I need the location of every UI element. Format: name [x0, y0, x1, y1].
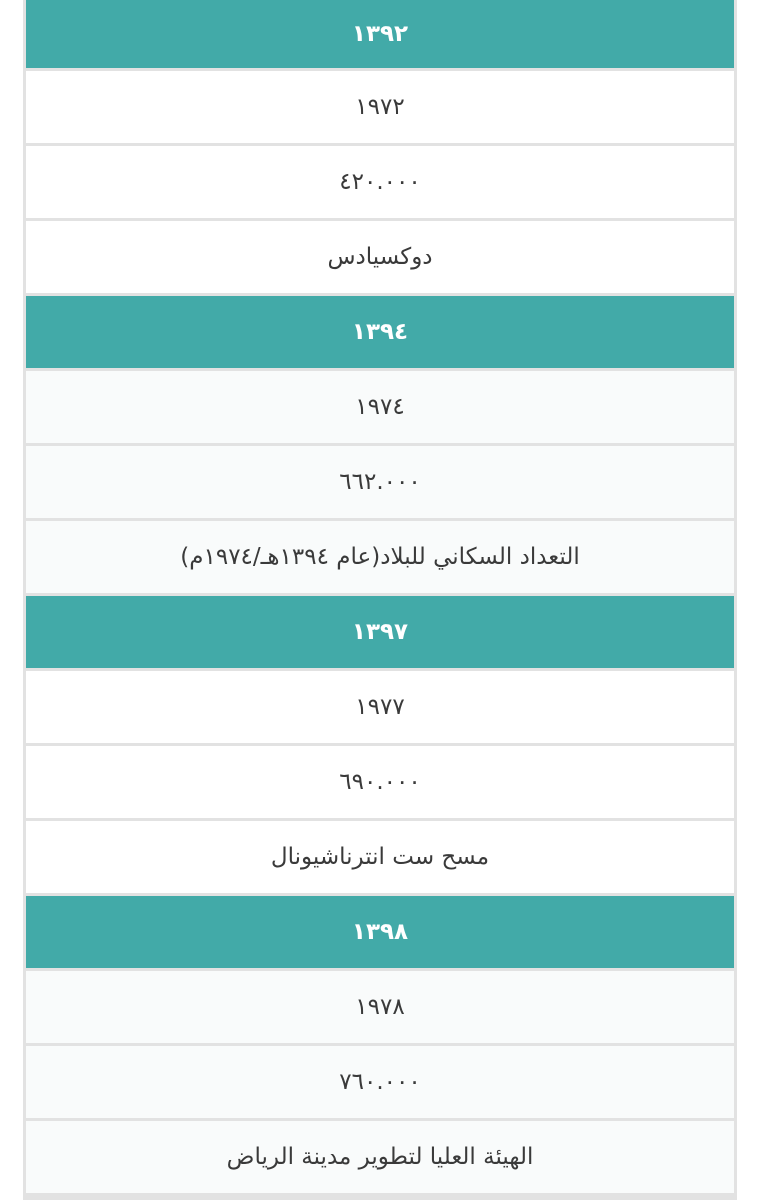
source-cell: دوكسيادس — [26, 221, 734, 293]
year-hijri-header: ١٣٩٤ — [26, 296, 734, 368]
year-gregorian-cell: ١٩٧٧ — [26, 671, 734, 743]
population-cell: ٦٦٢.٠٠٠ — [26, 446, 734, 518]
source-cell: الهيئة العليا لتطوير مدينة الرياض — [26, 1121, 734, 1193]
year-gregorian-cell: ١٩٧٤ — [26, 371, 734, 443]
source-cell: التعداد السكاني للبلاد(عام ١٣٩٤هـ/١٩٧٤م) — [26, 521, 734, 593]
population-table — [26, 0, 734, 1193]
population-cell: ٦٩٠.٠٠٠ — [26, 746, 734, 818]
year-gregorian-cell: ١٩٧٢ — [26, 71, 734, 143]
year-gregorian-cell: ١٩٧٨ — [26, 971, 734, 1043]
year-hijri-header: ١٣٩٢ — [26, 0, 734, 68]
year-hijri-header: ١٣٩٨ — [26, 896, 734, 968]
year-hijri-header: ١٣٩٧ — [26, 596, 734, 668]
source-cell: مسح ست انترناشيونال — [26, 821, 734, 893]
population-cell: ٧٦٠.٠٠٠ — [26, 1046, 734, 1118]
population-cell: ٤٢٠.٠٠٠ — [26, 146, 734, 218]
population-table-frame — [23, 0, 737, 1200]
